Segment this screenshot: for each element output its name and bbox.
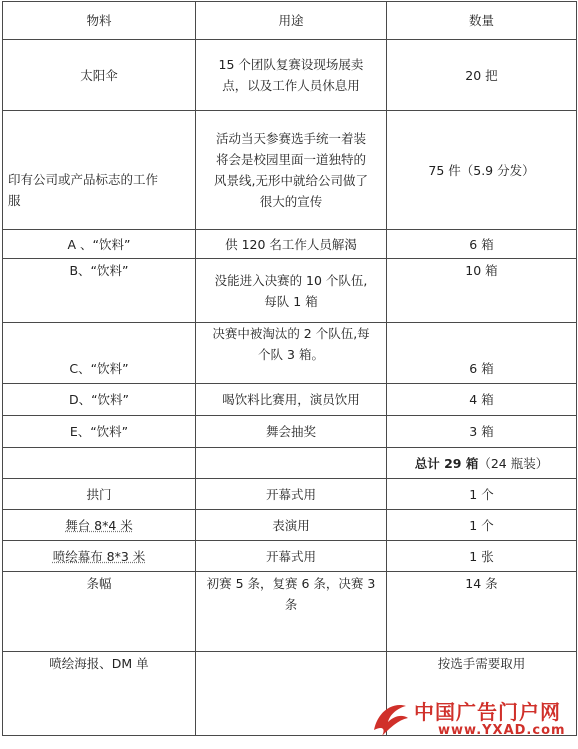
cell-material: 喷绘海报、DM 单 xyxy=(3,652,196,736)
cell-usage-line: 初赛 5 条，复赛 6 条，决赛 3 xyxy=(206,576,376,591)
total-note: （24 瓶装） xyxy=(478,455,549,471)
cell-material-line: 印有公司或产品标志的工作 xyxy=(8,172,159,187)
cell-usage-line: 将会是校园里面一道独特的 xyxy=(215,152,366,167)
cell-usage-line: 个队 3 箱。 xyxy=(258,347,324,362)
cell-material xyxy=(3,510,196,541)
cell-material: E、“饮料” xyxy=(3,416,196,448)
cell-usage xyxy=(196,259,387,323)
total-row xyxy=(3,448,577,479)
cell-usage: 开幕式用 xyxy=(196,479,387,510)
cell-usage: 舞会抽奖 xyxy=(196,416,387,448)
table-row xyxy=(3,384,577,416)
table-row xyxy=(3,40,577,111)
table-row xyxy=(3,259,577,323)
cell-material: B、“饮料” xyxy=(3,259,196,323)
cell-usage: 开幕式用 xyxy=(196,541,387,572)
cell-usage-line: 没能进入决赛的 10 个队伍, xyxy=(214,272,368,288)
watermark xyxy=(360,692,574,744)
cell-material-text: 喷绘幕布 8*3 米 xyxy=(52,548,146,564)
cell-material: D、“饮料” xyxy=(3,384,196,416)
cell-quantity: 6 箱 xyxy=(387,230,577,259)
cell-material: 拱门 xyxy=(3,479,196,510)
cell-material-empty xyxy=(3,448,196,479)
table-row xyxy=(3,510,577,541)
cell-quantity: 10 箱 xyxy=(387,259,577,323)
cell-quantity: 75 件（5.9 分发） xyxy=(387,111,577,230)
table-row xyxy=(3,541,577,572)
cell-quantity: 1 张 xyxy=(387,541,577,572)
cell-material-text: 舞台 8*4 米 xyxy=(65,517,133,533)
logo-icon xyxy=(368,696,412,740)
cell-usage: 喝饮料比赛用，演员饮用 xyxy=(196,384,387,416)
total-label: 总计 29 箱 xyxy=(414,455,479,471)
cell-material xyxy=(3,541,196,572)
cell-material: 太阳伞 xyxy=(3,40,196,111)
cell-quantity-total xyxy=(387,448,577,479)
cell-usage-line: 决赛中被淘汰的 2 个队伍,每 xyxy=(212,326,370,341)
cell-usage-line: 点，以及工作人员休息用 xyxy=(222,78,360,93)
cell-usage-empty xyxy=(196,448,387,479)
watermark-title: 中国广告门户网 xyxy=(414,700,561,724)
table-row xyxy=(3,572,577,652)
header-material: 物料 xyxy=(3,2,196,40)
watermark-url: www.YXAD.com xyxy=(438,723,566,738)
cell-usage xyxy=(196,323,387,384)
cell-usage xyxy=(196,40,387,111)
table-row xyxy=(3,111,577,230)
cell-usage xyxy=(196,652,387,736)
cell-material: C、“饮料” xyxy=(3,323,196,384)
table-row xyxy=(3,323,577,384)
cell-quantity: 1 个 xyxy=(387,510,577,541)
table-row xyxy=(3,230,577,259)
cell-quantity: 14 条 xyxy=(387,572,577,652)
header-quantity: 数量 xyxy=(387,2,577,40)
cell-material: 条幅 xyxy=(3,572,196,652)
cell-material: A 、“饮料” xyxy=(3,230,196,259)
cell-material-line: 服 xyxy=(8,193,21,208)
cell-material xyxy=(3,111,196,230)
cell-usage-line: 15 个团队复赛设现场展卖 xyxy=(218,57,364,72)
cell-usage: 供 120 名工作人员解渴 xyxy=(196,230,387,259)
cell-usage-line: 每队 1 箱 xyxy=(264,293,318,309)
cell-usage xyxy=(196,572,387,652)
cell-quantity: 4 箱 xyxy=(387,384,577,416)
table-row xyxy=(3,479,577,510)
cell-usage-line: 很大的宣传 xyxy=(259,194,323,209)
table-header-row xyxy=(3,2,577,40)
cell-usage-line: 条 xyxy=(284,597,298,612)
materials-table xyxy=(2,1,577,736)
cell-quantity: 1 个 xyxy=(387,479,577,510)
cell-quantity: 20 把 xyxy=(387,40,577,111)
cell-usage-line: 风景线,无形中就给公司做了 xyxy=(214,173,368,188)
cell-quantity: 6 箱 xyxy=(387,323,577,384)
table-row xyxy=(3,416,577,448)
header-usage: 用途 xyxy=(196,2,387,40)
cell-quantity: 按选手需要取用 xyxy=(387,652,577,736)
cell-usage: 表演用 xyxy=(196,510,387,541)
cell-usage-line: 活动当天参赛选手统一着装 xyxy=(215,131,366,146)
cell-quantity: 3 箱 xyxy=(387,416,577,448)
cell-usage xyxy=(196,111,387,230)
